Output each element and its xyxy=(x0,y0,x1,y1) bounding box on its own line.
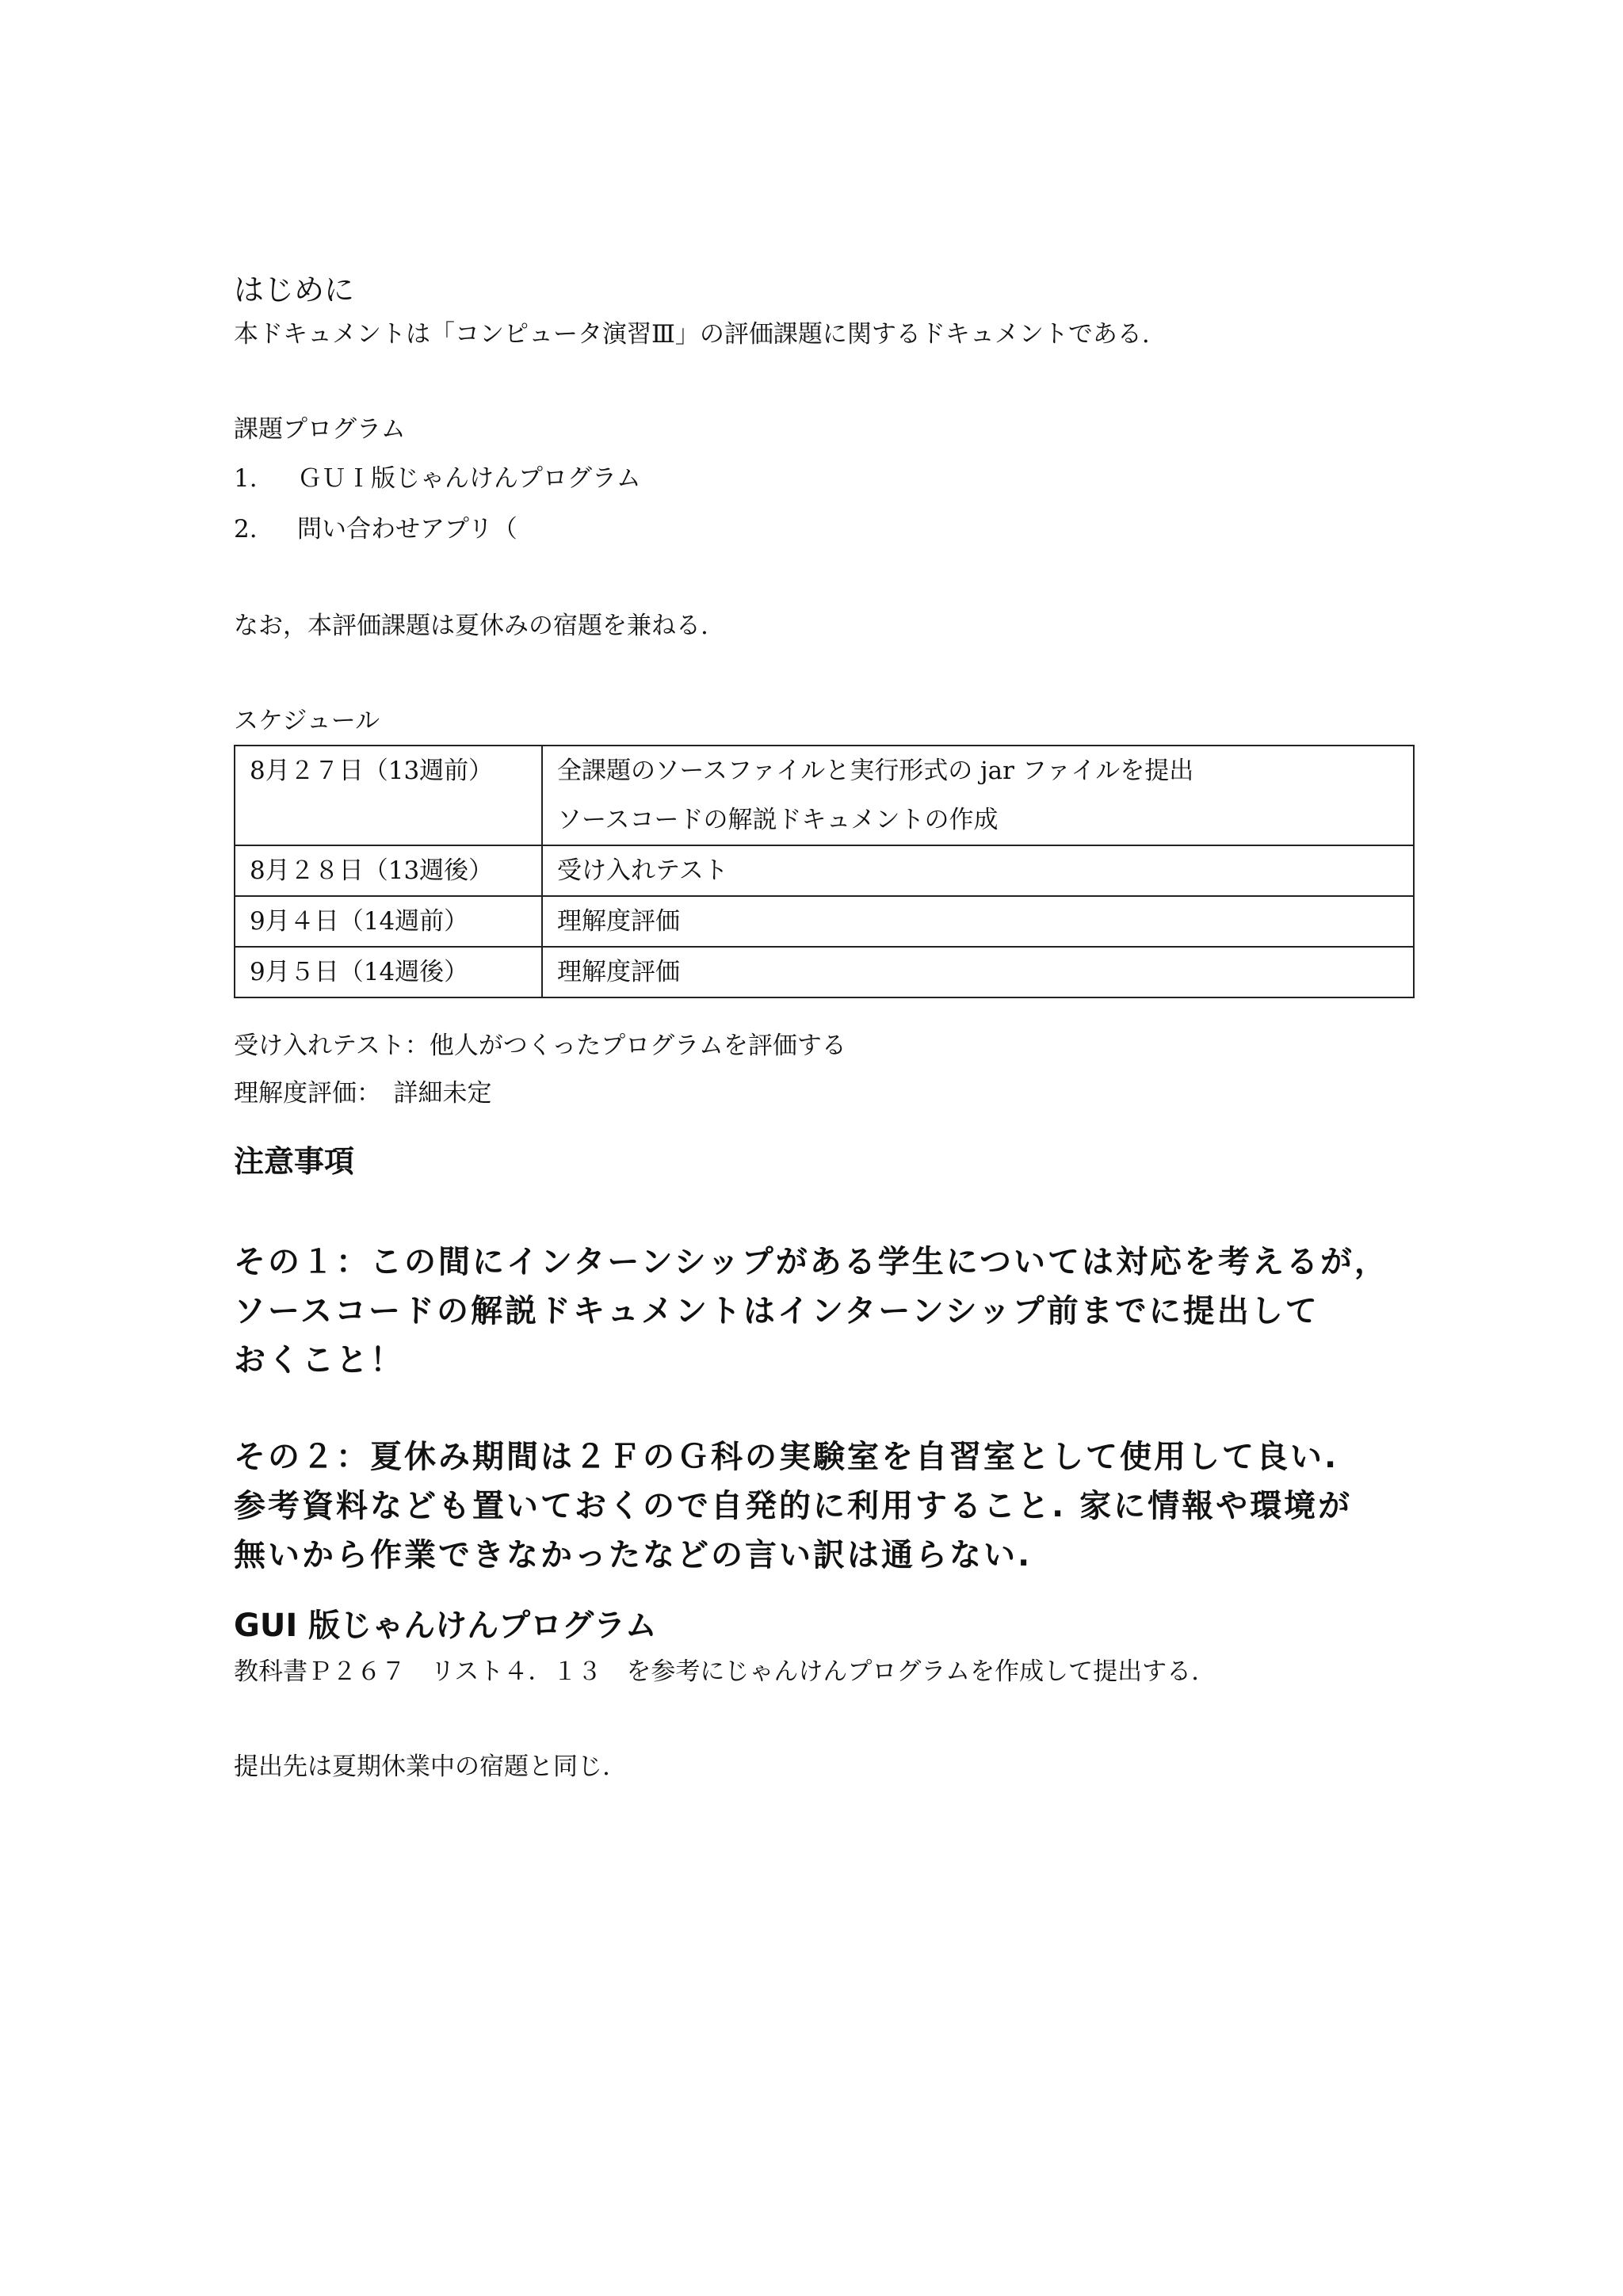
definition-acceptance-test: 受け入れテスト：他人がつくったプログラムを評価する xyxy=(234,1032,846,1060)
caution-line: その１：この間にインターンシップがある学生については対応を考えるが， xyxy=(234,1244,1388,1280)
table-row xyxy=(235,947,1414,997)
table-row xyxy=(235,746,1414,845)
caution-line: ソースコードの解説ドキュメントはインターンシップ前までに提出して xyxy=(234,1293,1319,1329)
schedule-date: 8月２７日（13週前） xyxy=(235,746,542,845)
intro-heading: はじめに xyxy=(234,273,355,307)
task-list xyxy=(234,453,1415,555)
cautions-heading: 注意事項 xyxy=(234,1144,355,1179)
schedule-detail-line: 理解度評価 xyxy=(557,958,680,986)
table-row xyxy=(235,896,1414,947)
list-item xyxy=(234,504,1415,555)
list-item-text: 問い合わせアプリ（ xyxy=(297,515,517,543)
caution-paragraph-1 xyxy=(234,1238,1415,1385)
caution-line: その２：夏休み期間は２ＦのＧ科の実験室を自習室として使用して良い. xyxy=(234,1439,1339,1475)
intro-text: 本ドキュメントは「コンピュータ演習Ⅲ」の評価課題に関するドキュメントである. xyxy=(234,320,1150,349)
schedule-detail-line: ソースコードの解説ドキュメントの作成 xyxy=(557,806,999,834)
schedule-detail xyxy=(542,845,1414,896)
schedule-date: 9月４日（14週前） xyxy=(235,896,542,947)
document-page xyxy=(234,269,1415,1791)
list-item-text: ＧＵＩ版じゃんけんプログラム xyxy=(297,464,641,493)
caution-paragraph-2 xyxy=(234,1432,1415,1580)
schedule-detail xyxy=(542,896,1414,947)
submission-note: 提出先は夏期休業中の宿題と同じ. xyxy=(234,1753,610,1781)
summer-note: なお，本評価課題は夏休みの宿題を兼ねる. xyxy=(234,612,708,640)
list-item-number: 2. xyxy=(234,515,258,543)
caution-line: 参考資料なども置いておくので自発的に利用すること. 家に情報や環境が xyxy=(234,1488,1353,1524)
caution-line: 無いから作業できなかったなどの言い訳は通らない. xyxy=(234,1537,1033,1573)
schedule-detail-line: 理解度評価 xyxy=(557,907,680,936)
schedule-label: スケジュール xyxy=(234,707,380,735)
list-item xyxy=(234,453,1415,504)
schedule-detail xyxy=(542,947,1414,997)
gui-section-heading: GUI 版じゃんけんプログラム xyxy=(234,1608,657,1644)
list-item-number: 1. xyxy=(234,464,258,493)
schedule-detail-line: 受け入れテスト xyxy=(557,856,728,885)
table-row xyxy=(235,845,1414,896)
schedule-detail-line: 全課題のソースファイルと実行形式の jar ファイルを提出 xyxy=(557,757,1194,785)
gui-section-text: 教科書Ｐ２６７ リスト４．１３ を参考にじゃんけんプログラムを作成して提出する. xyxy=(234,1657,1199,1686)
schedule-table xyxy=(234,745,1415,998)
definition-understanding: 理解度評価： 詳細未定 xyxy=(234,1079,492,1108)
tasks-label: 課題プログラム xyxy=(234,415,406,444)
caution-line: おくこと！ xyxy=(234,1342,404,1379)
schedule-date: 9月５日（14週後） xyxy=(235,947,542,997)
schedule-date: 8月２８日（13週後） xyxy=(235,845,542,896)
schedule-detail xyxy=(542,746,1414,845)
